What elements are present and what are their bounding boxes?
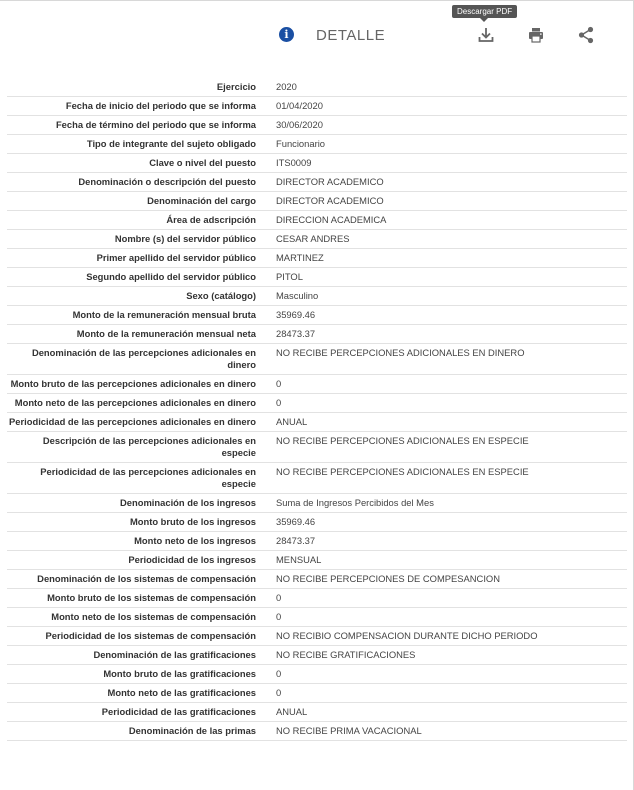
table-row — [7, 268, 627, 287]
row-value: ANUAL — [276, 703, 627, 722]
row-label: Denominación de las primas — [7, 722, 276, 741]
row-label: Denominación del cargo — [7, 192, 276, 211]
table-row — [7, 375, 627, 394]
table-row — [7, 116, 627, 135]
row-value: MENSUAL — [276, 551, 627, 570]
table-row — [7, 432, 627, 463]
table-row — [7, 97, 627, 116]
row-label: Monto neto de los sistemas de compensación — [7, 608, 276, 627]
table-row — [7, 344, 627, 375]
row-label: Monto bruto de los sistemas de compensación — [7, 589, 276, 608]
table-row — [7, 325, 627, 344]
table-row — [7, 684, 627, 703]
row-label: Monto neto de las percepciones adicionales en dinero — [7, 394, 276, 413]
row-value: NO RECIBE GRATIFICACIONES — [276, 646, 627, 665]
row-label: Nombre (s) del servidor público — [7, 230, 276, 249]
row-value: 35969.46 — [276, 513, 627, 532]
table-row — [7, 646, 627, 665]
table-row — [7, 173, 627, 192]
row-label: Periodicidad de las percepciones adicionales en especie — [7, 463, 276, 494]
row-label: Monto neto de las gratificaciones — [7, 684, 276, 703]
table-row — [7, 78, 627, 97]
row-label: Periodicidad de las gratificaciones — [7, 703, 276, 722]
row-value: 30/06/2020 — [276, 116, 627, 135]
row-value: MARTINEZ — [276, 249, 627, 268]
download-icon — [476, 25, 496, 45]
row-label: Segundo apellido del servidor público — [7, 268, 276, 287]
row-value: 35969.46 — [276, 306, 627, 325]
table-row — [7, 211, 627, 230]
row-value: NO RECIBE PERCEPCIONES ADICIONALES EN ESPECIE — [276, 463, 627, 494]
row-value: DIRECTOR ACADEMICO — [276, 192, 627, 211]
row-label: Monto neto de los ingresos — [7, 532, 276, 551]
row-value: 01/04/2020 — [276, 97, 627, 116]
row-value: Funcionario — [276, 135, 627, 154]
row-value: 2020 — [276, 78, 627, 97]
print-icon — [526, 25, 546, 45]
row-value: 0 — [276, 608, 627, 627]
table-row — [7, 413, 627, 432]
table-row — [7, 665, 627, 684]
detail-table-body — [7, 78, 627, 741]
download-tooltip: Descargar PDF — [452, 5, 517, 18]
share-icon — [576, 25, 596, 45]
row-label: Denominación de las percepciones adicionales en dinero — [7, 344, 276, 375]
row-label: Monto bruto de las gratificaciones — [7, 665, 276, 684]
row-label: Clave o nivel del puesto — [7, 154, 276, 173]
row-value: 28473.37 — [276, 532, 627, 551]
row-value: ANUAL — [276, 413, 627, 432]
table-row — [7, 306, 627, 325]
table-row — [7, 589, 627, 608]
row-value: CESAR ANDRES — [276, 230, 627, 249]
detail-header — [0, 0, 634, 60]
table-row — [7, 494, 627, 513]
row-value: DIRECCION ACADEMICA — [276, 211, 627, 230]
detail-table — [7, 78, 627, 741]
row-label: Fecha de inicio del periodo que se informa — [7, 97, 276, 116]
row-label: Monto bruto de las percepciones adicionales en dinero — [7, 375, 276, 394]
row-value: ITS0009 — [276, 154, 627, 173]
table-row — [7, 249, 627, 268]
row-label: Periodicidad de los sistemas de compensación — [7, 627, 276, 646]
row-value: 0 — [276, 375, 627, 394]
row-value: 0 — [276, 665, 627, 684]
row-value: NO RECIBE PERCEPCIONES ADICIONALES EN ESPECIE — [276, 432, 627, 463]
row-label: Monto de la remuneración mensual bruta — [7, 306, 276, 325]
row-label: Sexo (catálogo) — [7, 287, 276, 306]
table-row — [7, 230, 627, 249]
row-label: Denominación o descripción del puesto — [7, 173, 276, 192]
row-label: Descripción de las percepciones adicionales en especie — [7, 432, 276, 463]
row-label: Área de adscripción — [7, 211, 276, 230]
row-label: Denominación de las gratificaciones — [7, 646, 276, 665]
table-row — [7, 703, 627, 722]
table-row — [7, 135, 627, 154]
row-value: PITOL — [276, 268, 627, 287]
table-row — [7, 608, 627, 627]
row-label: Primer apellido del servidor público — [7, 249, 276, 268]
row-label: Tipo de integrante del sujeto obligado — [7, 135, 276, 154]
info-circle-icon: i — [279, 27, 294, 42]
row-label: Monto bruto de los ingresos — [7, 513, 276, 532]
row-value: 0 — [276, 394, 627, 413]
row-value: NO RECIBE PERCEPCIONES DE COMPESANCION — [276, 570, 627, 589]
print-button[interactable] — [526, 25, 546, 45]
row-label: Denominación de los sistemas de compensación — [7, 570, 276, 589]
table-row — [7, 551, 627, 570]
table-row — [7, 192, 627, 211]
row-value: NO RECIBIO COMPENSACION DURANTE DICHO PERIODO — [276, 627, 627, 646]
share-button[interactable] — [576, 25, 596, 45]
table-row — [7, 463, 627, 494]
row-label: Fecha de término del periodo que se informa — [7, 116, 276, 135]
row-label: Ejercicio — [7, 78, 276, 97]
table-row — [7, 627, 627, 646]
row-label: Monto de la remuneración mensual neta — [7, 325, 276, 344]
row-label: Periodicidad de los ingresos — [7, 551, 276, 570]
row-value: 0 — [276, 589, 627, 608]
row-value: NO RECIBE PERCEPCIONES ADICIONALES EN DINERO — [276, 344, 627, 375]
table-row — [7, 513, 627, 532]
table-row — [7, 570, 627, 589]
row-value: Suma de Ingresos Percibidos del Mes — [276, 494, 627, 513]
table-row — [7, 532, 627, 551]
row-value: NO RECIBE PRIMA VACACIONAL — [276, 722, 627, 741]
row-label: Denominación de los ingresos — [7, 494, 276, 513]
row-value: Masculino — [276, 287, 627, 306]
table-row — [7, 154, 627, 173]
page-title: DETALLE — [316, 27, 386, 44]
table-row — [7, 722, 627, 741]
download-pdf-button[interactable] — [476, 25, 496, 45]
row-label: Periodicidad de las percepciones adicionales en dinero — [7, 413, 276, 432]
table-row — [7, 287, 627, 306]
table-row — [7, 394, 627, 413]
row-value: 28473.37 — [276, 325, 627, 344]
row-value: DIRECTOR ACADEMICO — [276, 173, 627, 192]
row-value: 0 — [276, 684, 627, 703]
